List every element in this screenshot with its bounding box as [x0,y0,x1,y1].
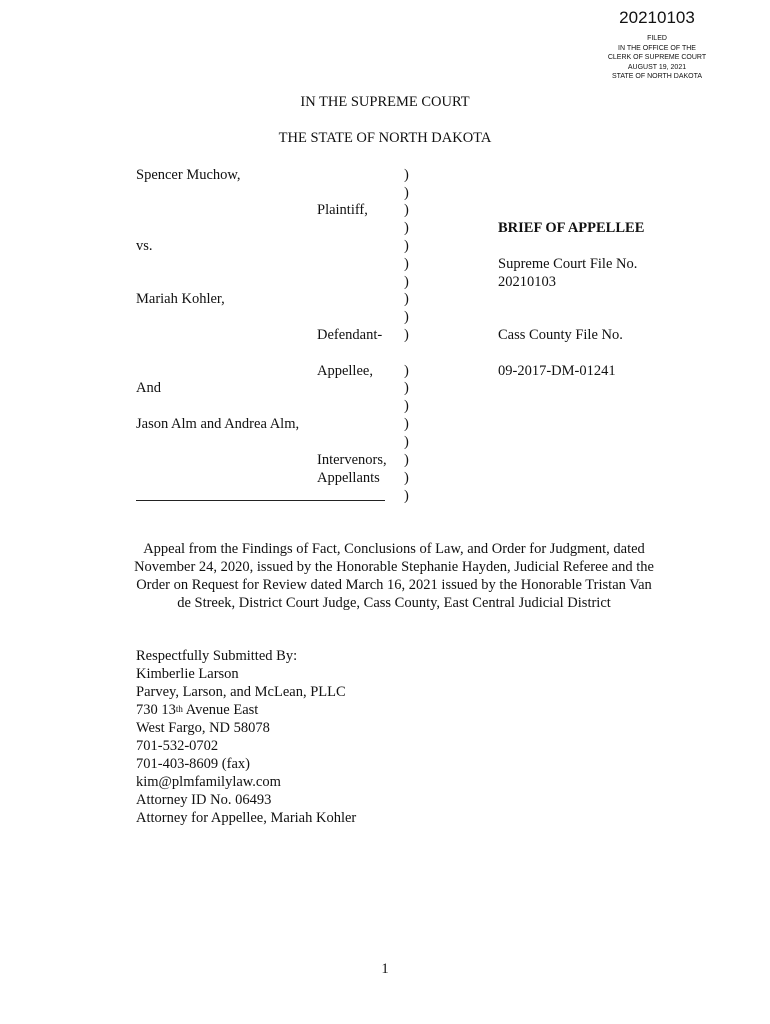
caption-paren: ) [404,274,409,290]
and-text: And [136,380,161,396]
sc-file-number: 20210103 [498,274,556,290]
intervenors-role: Intervenors, [317,452,387,468]
versus-text: vs. [136,238,153,254]
submitted-by: Respectfully Submitted By: [136,648,298,664]
defendant-name: Mariah Kohler, [136,291,225,307]
caption-paren: ) [404,363,409,379]
city-state-zip: West Fargo, ND 58078 [136,720,270,736]
attorney-id: Attorney ID No. 06493 [136,792,272,808]
address-street: Avenue East [182,702,259,718]
attorney-for: Attorney for Appellee, Mariah Kohler [136,810,357,826]
stamp-line: FILED [647,35,667,42]
appeal-description: Appeal from the Findings of Fact, Conclusions of Law, and Order for Judgment, dated November 24, 2020, issued by the Honorable Stephanie Hayden, Judicial Referee and the Order on Request for Review dated March 16, 2021 issued by the Honorable Tristan Van de Streek, District Court Judge, Cass County, East Central Judicial District [134,541,654,611]
caption-paren: ) [404,220,409,236]
caption-paren: ) [404,167,409,183]
stamp-line: STATE OF NORTH DAKOTA [611,73,703,80]
intervenors-name: Jason Alm and Andrea Alm, [136,416,300,432]
intervenors-role-cont: Appellants [317,470,380,486]
caption-paren: ) [404,309,409,325]
plaintiff-role: Plaintiff, [317,202,368,218]
address-ordinal: th [175,704,183,714]
stamp-line: CLERK OF SUPREME COURT [607,54,707,61]
caption-paren: ) [404,452,409,468]
caption-paren: ) [404,238,409,254]
email-address: kim@plmfamilylaw.com [136,774,281,790]
caption-paren: ) [404,416,409,432]
caption-paren: ) [404,434,409,450]
county-file-number: 09-2017-DM-01241 [498,363,616,379]
filing-stamp [596,34,718,82]
phone-number: 701-532-0702 [136,738,219,754]
caption-paren: ) [404,488,409,504]
plaintiff-name: Spencer Muchow, [136,167,241,183]
caption-paren: ) [404,470,409,486]
attorney-name: Kimberlie Larson [136,666,239,682]
brief-title: BRIEF OF APPELLEE [498,220,645,236]
caption-rule [136,500,385,501]
fax-number: 701-403-8609 (fax) [136,756,250,772]
sc-file-label: Supreme Court File No. [498,256,638,272]
page-number: 1 [381,961,389,977]
caption-paren: ) [404,256,409,272]
court-heading: IN THE SUPREME COURT [300,94,470,110]
defendant-role-cont: Appellee, [317,363,373,379]
county-file-label: Cass County File No. [498,327,623,343]
state-heading: THE STATE OF NORTH DAKOTA [278,130,492,146]
firm-name: Parvey, Larson, and McLean, PLLC [136,684,346,700]
address-number: 730 13 [136,702,176,718]
caption-paren: ) [404,380,409,396]
caption-paren: ) [404,202,409,218]
caption-paren: ) [404,327,409,343]
caption-paren: ) [404,398,409,414]
stamp-line: AUGUST 19, 2021 [627,63,687,71]
caption-paren: ) [404,291,409,307]
filing-stamp-number: 20210103 [619,8,695,27]
caption-paren: ) [404,185,409,201]
defendant-role: Defendant- [317,327,383,343]
stamp-line: IN THE OFFICE OF THE [618,44,696,52]
street-address [136,701,356,719]
signature-block [136,647,356,827]
